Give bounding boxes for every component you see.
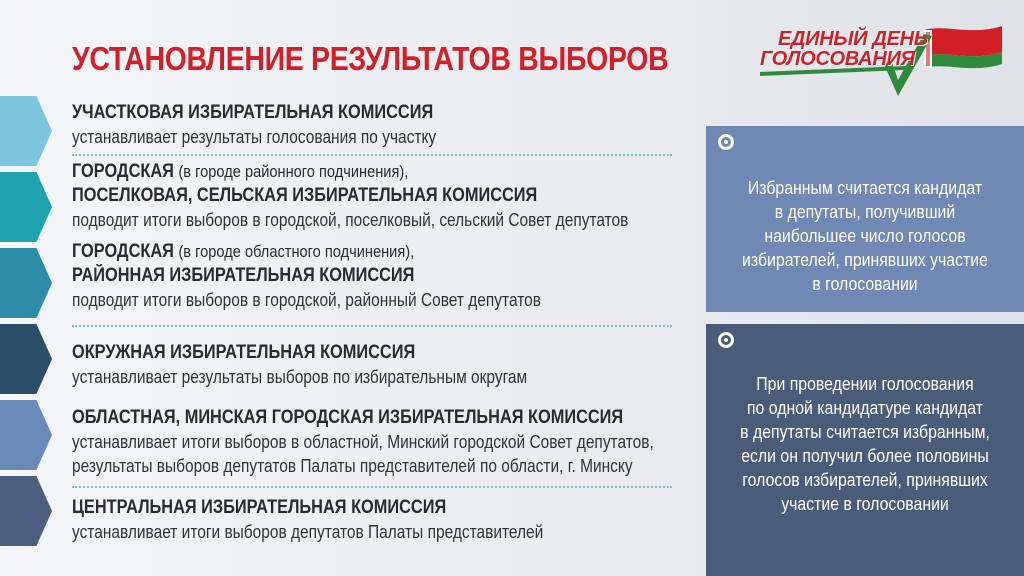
entry-regional-minsk-commission [72, 406, 749, 478]
entry-heading: ОБЛАСТНАЯ, МИНСКАЯ ГОРОДСКАЯ ИЗБИРАТЕЛЬНАЯ КОМИССИЯ [72, 407, 624, 428]
panel-text-line: избирателей, принявших участие [742, 250, 988, 270]
entry-heading-2: ПОСЕЛКОВАЯ, СЕЛЬСКАЯ ИЗБИРАТЕЛЬНАЯ КОМИССИЯ [72, 185, 538, 206]
page-title: УСТАНОВЛЕНИЕ РЕЗУЛЬТАТОВ ВЫБОРОВ [72, 40, 669, 77]
entry-district-commission [72, 341, 601, 389]
entry-description: устанавливает результаты голосования по участку [72, 127, 437, 147]
entry-description: подводит итоги выборов в городской, районный Совет депутатов [72, 290, 541, 310]
entry-description: устанавливает итоги выборов в областной, Минский городской Совет депутатов, [72, 432, 654, 452]
entry-description: устанавливает результаты выборов по избирательным округам [72, 367, 528, 387]
dotted-divider [72, 325, 672, 327]
entry-precinct-commission [72, 101, 495, 149]
info-panel-elected-candidate [706, 126, 1024, 312]
entry-heading: ОКРУЖНАЯ ИЗБИРАТЕЛЬНАЯ КОМИССИЯ [72, 342, 416, 363]
entry-heading [72, 160, 628, 184]
panel-text-line: Избранным считается кандидат [747, 178, 983, 198]
panel-text-line: в депутаты, получивший [774, 202, 956, 222]
entry-heading-note: (в городе районного подчинения), [178, 162, 409, 181]
panel-text-line: в депутаты считается избранным, [740, 422, 990, 442]
entry-city-settlement-commission [72, 160, 719, 232]
dotted-divider [72, 486, 672, 488]
entry-central-commission [72, 496, 620, 544]
panel-text-line: по одной кандидатуре кандидат [746, 398, 984, 418]
panel-text-line: наибольшее число голосов [764, 226, 966, 246]
logo-line-1: ЕДИНЫЙ ДЕНЬ [778, 28, 928, 50]
entry-heading-main: ГОРОДСКАЯ [72, 241, 174, 262]
arrow-shape-6 [0, 476, 52, 546]
panel-text [706, 176, 1024, 296]
panel-text [706, 372, 1024, 516]
arrow-shape-2 [0, 172, 52, 242]
panel-text-line: в голосовании [812, 274, 918, 294]
entry-description: устанавливает итоги выборов депутатов Палаты представителей [72, 522, 544, 542]
entry-city-district-commission [72, 240, 617, 312]
arrow-shape-1 [0, 96, 52, 166]
entry-heading-main: ГОРОДСКАЯ [72, 161, 174, 182]
panel-text-line: При проведении голосования [756, 374, 974, 394]
arrow-shape-4 [0, 324, 52, 394]
target-bullet-icon [718, 332, 734, 348]
entry-heading: ЦЕНТРАЛЬНАЯ ИЗБИРАТЕЛЬНАЯ КОМИССИЯ [72, 497, 447, 518]
dotted-divider [72, 154, 672, 156]
panel-text-line: участие в голосовании [781, 494, 949, 514]
arrow-shape-3 [0, 248, 52, 318]
logo-line-2: ГОЛОСОВАНИЯ [760, 48, 915, 70]
election-day-logo [756, 22, 1008, 102]
entry-heading-note: (в городе областного подчинения), [178, 242, 415, 261]
entry-heading: УЧАСТКОВАЯ ИЗБИРАТЕЛЬНАЯ КОМИССИЯ [72, 102, 434, 123]
target-bullet-icon [718, 134, 734, 150]
entry-description-2: результаты выборов депутатов Палаты представителей по области, г. Минску [72, 456, 633, 476]
info-panel-single-candidate [706, 324, 1024, 576]
entry-heading [72, 240, 541, 264]
panel-text-line: голосов избирателей, принявших [742, 470, 988, 490]
arrow-shape-5 [0, 400, 52, 470]
entry-heading-2: РАЙОННАЯ ИЗБИРАТЕЛЬНАЯ КОМИССИЯ [72, 265, 415, 286]
panel-text-line: если он получил более половины [741, 446, 989, 466]
entry-description: подводит итоги выборов в городской, поселковый, сельский Совет депутатов [72, 210, 629, 230]
